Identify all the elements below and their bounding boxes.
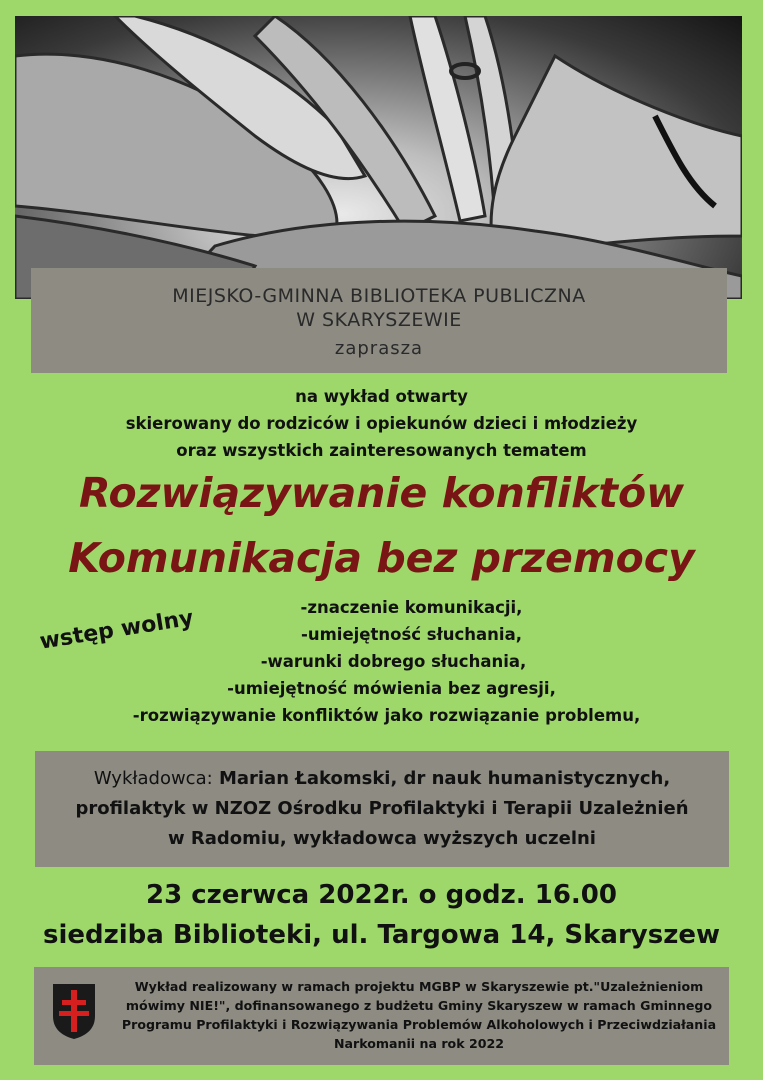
intro-line-3: oraz wszystkich zainteresowanych tematem [176, 441, 587, 460]
lecturer-label: Wykładowca: [93, 768, 213, 789]
intro-line-1: na wykład otwarty [295, 387, 468, 406]
topic-item: -znaczenie komunikacji, [300, 598, 523, 617]
funding-note [114, 977, 724, 1053]
topic-item: -umiejętność mówienia bez agresji, [227, 679, 556, 698]
footer-panel [34, 967, 729, 1065]
lecture-title-line1: Rozwiązywanie konfliktów [78, 469, 684, 517]
hands-illustration [15, 16, 742, 299]
organizer-name-line1: MIEJSKO-GMINNA BIBLIOTEKA PUBLICZNA [172, 285, 586, 307]
lecturer-panel [35, 751, 729, 867]
lecture-title-line2: Komunikacja bez przemocy [68, 534, 695, 582]
funding-note-line3: Programu Profilaktyki i Rozwiązywania Problemów Alkoholowych i Przeciwdziałania [121, 1017, 717, 1032]
topic-item: -umiejętność słuchania, [301, 625, 522, 644]
coat-of-arms-icon [51, 982, 97, 1040]
organizer-panel [31, 268, 727, 373]
event-date: 23 czerwca 2022r. o godz. 16.00 [146, 880, 617, 910]
lecturer-line3: w Radomiu, wykładowca wyższych uczelni [168, 828, 596, 849]
invites-text: zaprasza [334, 338, 424, 359]
topic-item: -rozwiązywanie konfliktów jako rozwiązanie problemu, [132, 706, 641, 725]
funding-note-line1: Wykład realizowany w ramach projektu MGBP w Skaryszewie pt."Uzależnieniom [134, 979, 704, 994]
funding-note-line4: Narkomanii na rok 2022 [333, 1036, 505, 1051]
intro-line-2: skierowany do rodziców i opiekunów dzieci i młodzieży [125, 414, 638, 433]
topic-item: -warunki dobrego słuchania, [260, 652, 527, 671]
lecturer-line1 [35, 768, 729, 789]
funding-note-line2: mówimy NIE!", dofinansowanego z budżetu Gminy Skaryszew w ramach Gminnego [125, 998, 713, 1013]
event-location: siedziba Biblioteki, ul. Targowa 14, Skaryszew [42, 920, 720, 950]
free-entry-label: wstęp wolny [38, 605, 196, 655]
lecturer-name: Marian Łakomski, dr nauk humanistycznych, [218, 768, 671, 789]
lecturer-line2: profilaktyk w NZOZ Ośrodku Profilaktyki i Terapii Uzależnień [75, 798, 689, 819]
hands-stacked-photo [15, 16, 742, 299]
organizer-name-line2: W SKARYSZEWIE [296, 309, 462, 331]
